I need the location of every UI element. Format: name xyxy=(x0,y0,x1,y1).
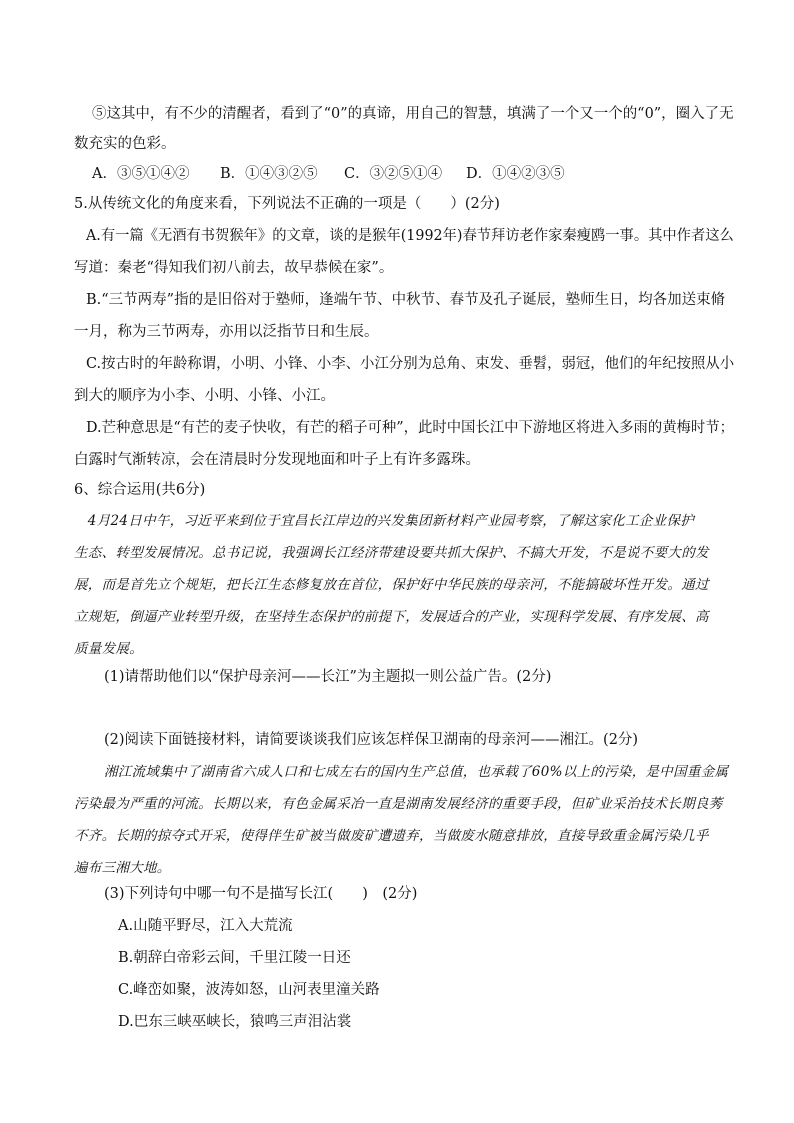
q6-passage-line1: 4月24日中午，习近平来到位于宜昌长江岸边的兴发集团新材料产业园考察，了解这家化工企业保护 xyxy=(74,513,695,529)
q5-option-c-line1: C.按古时的年龄称谓，小明、小锋、小李、小江分别为总角、束发、垂髫，弱冠，他们的年纪按照从小 xyxy=(86,356,735,372)
q5-option-d-line1: D.芒种意思是“有芒的麦子快收，有芒的稻子可种”，此时中国长江中下游地区将进入多雨的黄梅时节； xyxy=(86,420,735,436)
q6-passage-line5: 质量发展。 xyxy=(74,641,143,657)
q4-option-d: D．①④②③⑤ xyxy=(466,166,565,182)
q5-option-d-line2: 白露时气渐转凉，会在清晨时分发现地面和叶子上有许多露珠。 xyxy=(74,452,480,468)
q6-sub3-option-d: D.巴东三峡巫峡长，猿鸣三声泪沾裳 xyxy=(118,1014,352,1030)
q6-material-line1: 湘江流域集中了湖南省六成人口和七成左右的国内生产总值，也承载了60%以上的污染，是中国重金属 xyxy=(104,764,729,780)
q4-option-b: B．①④③②⑤ xyxy=(220,166,318,182)
item5-line1: ⑤这其中，有不少的清醒者，看到了“0”的真谛，用自己的智慧，填满了一个又一个的“0”，圈入了无 xyxy=(92,106,734,122)
q6-material-line3: 不齐。长期的掠夺式开采，使得伴生矿被当做废矿遭遗弃，当做废水随意排放，直接导致重金属污染几乎 xyxy=(74,828,709,844)
q5-option-c-line2: 到大的顺序为小李、小明、小锋、小江。 xyxy=(74,388,335,404)
item5-line2: 数充实的色彩。 xyxy=(74,136,176,152)
q4-option-c: C．③②⑤①④ xyxy=(344,166,443,182)
q6-heading: 6、综合运用(共6分) xyxy=(74,482,206,498)
q5-option-b-line1: B.“三节两寿”指的是旧俗对于塾师，逢端午节、中秋节、春节及孔子诞辰，塾师生日，均各加送束脩 xyxy=(86,292,726,308)
q6-material-line2: 污染最为严重的河流。长期以来，有色金属采冶一直是湖南发展经济的重要手段，但矿业采治技术长期良莠 xyxy=(74,796,723,812)
q6-sub1: (1)请帮助他们以“保护母亲河——长江”为主题拟一则公益广告。(2分) xyxy=(104,669,552,685)
q6-sub3-option-b: B.朝辞白帝彩云间，千里江陵一日还 xyxy=(118,950,351,966)
q6-passage-line3: 展，而是首先立个规矩，把长江生态修复放在首位，保护好中华民族的母亲河，不能搞破坏性开发。通过 xyxy=(74,577,709,593)
q4-option-a: A．③⑤①④② xyxy=(92,166,190,182)
q6-material-line4: 遍布三湘大地。 xyxy=(74,860,171,876)
q5-stem: 5.从传统文化的角度来看，下列说法不正确的一项是（ ）(2分) xyxy=(74,196,500,212)
q6-sub3: (3)下列诗句中哪一句不是描写长江( ) (2分) xyxy=(104,886,418,902)
q6-sub3-option-c: C.峰峦如聚，波涛如怒，山河表里潼关路 xyxy=(118,982,380,998)
q6-sub3-option-a: A.山随平野尽，江入大荒流 xyxy=(118,918,293,934)
q6-passage-line2: 生态、转型发展情况。总书记说，我强调长江经济带建设要共抓大保护、不搞大开发，不是说不要大的发 xyxy=(74,545,709,561)
q5-option-a-line1: A.有一篇《无酒有书贺猴年》的文章，谈的是猴年(1992年)春节拜访老作家秦瘦鸥一事。其中作者这么 xyxy=(86,228,734,244)
q6-passage-line4: 立规矩，倒逼产业转型升级，在坚持生态保护的前提下，发展适合的产业，实现科学发展、有序发展、高 xyxy=(74,609,709,625)
q5-option-b-line2: 一月，称为三节两寿，亦用以泛指节日和生辰。 xyxy=(74,324,379,340)
q5-option-a-line2: 写道：秦老“得知我们初八前去，故早恭候在家”。 xyxy=(74,260,394,276)
q6-sub2: (2)阅读下面链接材料，请简要谈谈我们应该怎样保卫湖南的母亲河——湘江。(2分) xyxy=(104,732,639,748)
